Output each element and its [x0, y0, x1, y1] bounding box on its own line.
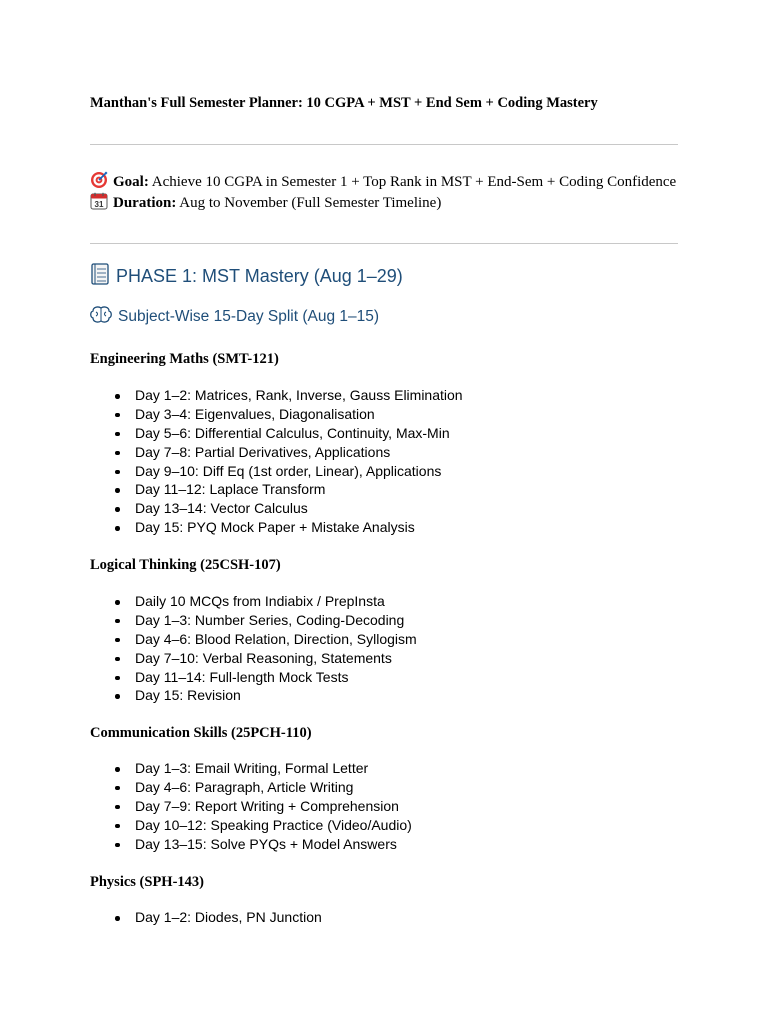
list-item: Daily 10 MCQs from Indiabix / PrepInsta — [90, 592, 417, 611]
split-heading — [90, 305, 379, 332]
list-item: Day 4–6: Paragraph, Article Writing — [90, 778, 412, 797]
list-item: Day 13–14: Vector Calculus — [90, 499, 463, 518]
notebook-icon — [90, 263, 110, 293]
list-item: Day 15: PYQ Mock Paper + Mistake Analysis — [90, 518, 463, 537]
duration-label: Duration: — [113, 195, 177, 211]
svg-text:31: 31 — [94, 200, 104, 209]
list-item: Day 7–8: Partial Derivatives, Applications — [90, 443, 463, 462]
document-title: Manthan's Full Semester Planner: 10 CGPA + MST + End Sem + Coding Mastery — [90, 95, 598, 111]
physics-topic-list — [90, 908, 322, 927]
phase-heading — [90, 262, 403, 293]
list-item: Day 9–10: Diff Eq (1st order, Linear), Applications — [90, 462, 463, 481]
subject-heading-logical-thinking: Logical Thinking (25CSH-107) — [90, 557, 281, 573]
goal-text: Achieve 10 CGPA in Semester 1 + Top Rank in MST + End-Sem + Coding Confidence — [148, 174, 677, 190]
calendar-icon — [90, 192, 108, 210]
list-item: Day 1–3: Number Series, Coding-Decoding — [90, 611, 417, 630]
direct-hit-target-icon — [90, 171, 108, 189]
list-item: Day 7–10: Verbal Reasoning, Statements — [90, 649, 417, 668]
duration-text: Aug to November (Full Semester Timeline) — [176, 195, 442, 211]
list-item: Day 15: Revision — [90, 686, 417, 705]
horizontal-divider — [90, 243, 678, 244]
horizontal-divider — [90, 144, 678, 145]
list-item: Day 5–6: Differential Calculus, Continuity, Max-Min — [90, 424, 463, 443]
subject-heading-maths: Engineering Maths (SMT-121) — [90, 351, 279, 367]
subject-heading-communication: Communication Skills (25PCH-110) — [90, 725, 312, 741]
logical-thinking-topic-list — [90, 592, 417, 705]
list-item: Day 4–6: Blood Relation, Direction, Syllogism — [90, 630, 417, 649]
phase-heading-text: PHASE 1: MST Mastery (Aug 1–29) — [116, 266, 403, 286]
split-heading-text: Subject-Wise 15-Day Split (Aug 1–15) — [118, 308, 380, 325]
maths-topic-list — [90, 386, 463, 537]
list-item: Day 11–14: Full-length Mock Tests — [90, 668, 417, 687]
list-item: Day 11–12: Laplace Transform — [90, 480, 463, 499]
list-item: Day 1–3: Email Writing, Formal Letter — [90, 759, 412, 778]
communication-topic-list — [90, 759, 412, 853]
list-item: Day 1–2: Diodes, PN Junction — [90, 908, 322, 927]
goal-label: Goal: — [113, 174, 149, 190]
brain-icon — [90, 306, 112, 332]
list-item: Day 13–15: Solve PYQs + Model Answers — [90, 835, 412, 854]
list-item: Day 10–12: Speaking Practice (Video/Audio) — [90, 816, 412, 835]
list-item: Day 3–4: Eigenvalues, Diagonalisation — [90, 405, 463, 424]
list-item: Day 7–9: Report Writing + Comprehension — [90, 797, 412, 816]
list-item: Day 1–2: Matrices, Rank, Inverse, Gauss Elimination — [90, 386, 463, 405]
subject-heading-physics: Physics (SPH-143) — [90, 874, 204, 890]
goal-paragraph — [90, 171, 678, 213]
